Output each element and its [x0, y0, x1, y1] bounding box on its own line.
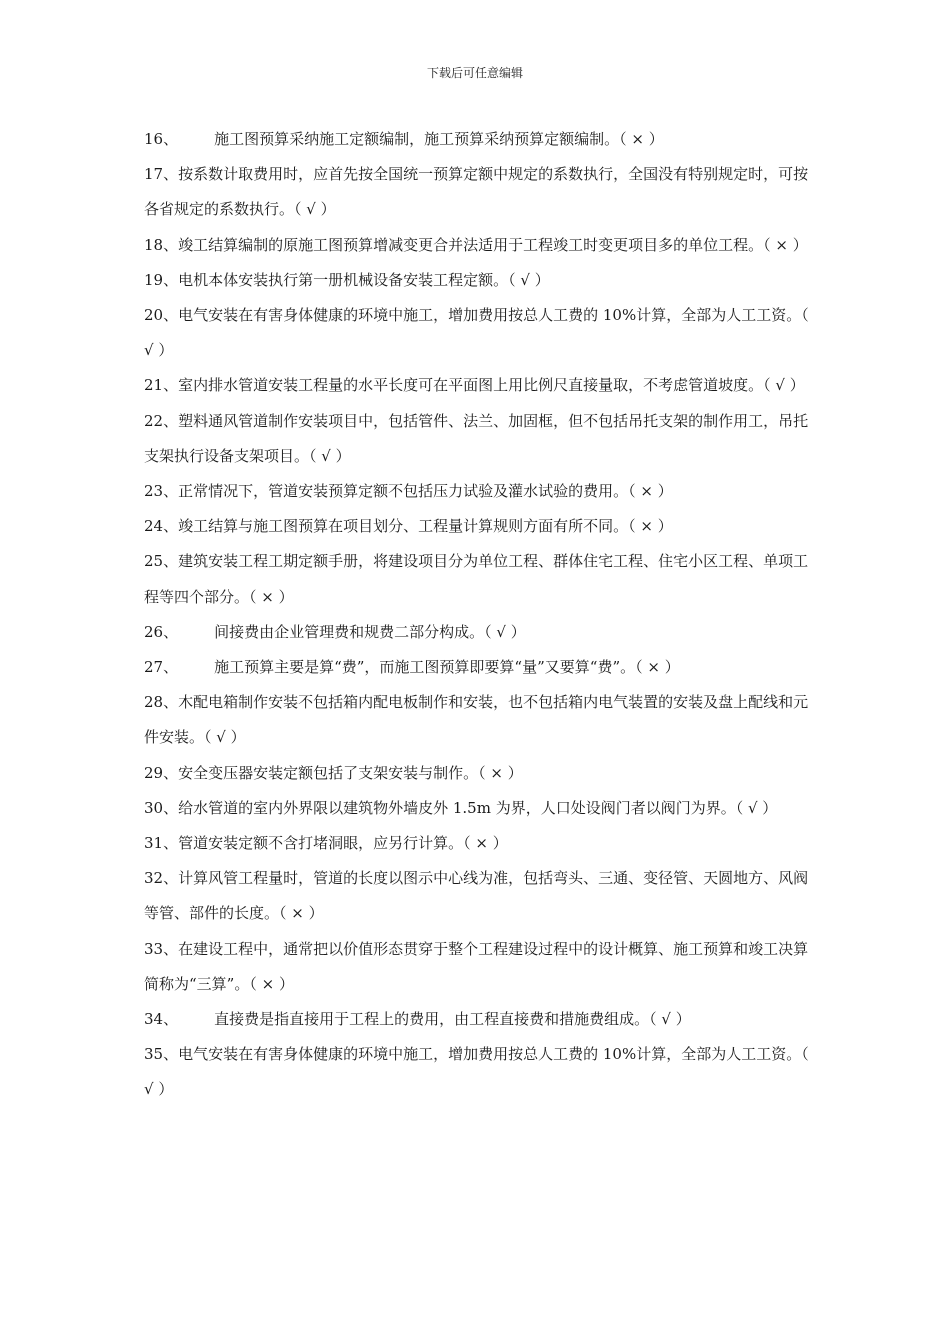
question-number: 35、 — [144, 1045, 179, 1064]
question-item — [144, 544, 809, 614]
question-text: 给水管道的室内外界限以建筑物外墙皮外 1.5m 为界，人口处设阀门者以阀门为界。（ √ ） — [178, 798, 778, 817]
question-item — [144, 298, 809, 368]
question-number: 25、 — [144, 552, 179, 571]
question-item — [144, 1037, 809, 1107]
question-item — [144, 615, 809, 650]
question-item — [144, 861, 809, 931]
question-item — [144, 685, 809, 755]
question-number: 28、 — [144, 693, 179, 712]
question-number: 19、 — [144, 270, 179, 289]
question-text: 木配电箱制作安装不包括箱内配电板制作和安装，也不包括箱内电气装置的安装及盘上配线和元件安装。（ √ ） — [144, 693, 809, 747]
question-item — [144, 1002, 809, 1037]
question-item — [144, 474, 809, 509]
page-header: 下载后可任意编辑 — [426, 66, 523, 80]
question-item — [144, 791, 809, 826]
question-text: 电气安装在有害身体健康的环境中施工，增加费用按总人工费的 10%计算，全部为人工工资。（ √ ） — [144, 1045, 809, 1099]
question-item — [144, 932, 809, 1002]
question-item — [144, 228, 809, 263]
question-text: 室内排水管道安装工程量的水平长度可在平面图上用比例尺直接量取，不考虑管道坡度。（ √ ） — [178, 376, 805, 395]
question-number: 26、 — [144, 622, 179, 641]
question-number: 21、 — [144, 376, 179, 395]
question-number: 34、 — [144, 1010, 179, 1029]
question-text: 直接费是指直接用于工程上的费用，由工程直接费和措施费组成。（ √ ） — [214, 1010, 691, 1029]
question-number: 33、 — [144, 939, 179, 958]
question-text: 建筑安装工程工期定额手册，将建设项目分为单位工程、群体住宅工程、住宅小区工程、单项工程等四个部分。（ × ） — [144, 552, 809, 606]
question-text: 竣工结算与施工图预算在项目划分、工程量计算规则方面有所不同。（ × ） — [178, 517, 673, 536]
question-item — [144, 157, 809, 227]
question-number: 17、 — [144, 165, 179, 184]
question-text: 管道安装定额不含打堵洞眼，应另行计算。（ × ） — [178, 834, 508, 853]
question-number: 24、 — [144, 517, 179, 536]
question-number: 23、 — [144, 482, 179, 501]
question-number: 27、 — [144, 658, 179, 677]
question-text: 正常情况下，管道安装预算定额不包括压力试验及灌水试验的费用。（ × ） — [178, 482, 673, 501]
question-text: 计算风管工程量时，管道的长度以图示中心线为准，包括弯头、三通、变径管、天圆地方、风阀等管、部件的长度。（ × ） — [144, 869, 809, 923]
question-text: 施工预算主要是算“费”，而施工图预算即要算“量”又要算“费”。（ × ） — [214, 658, 680, 677]
question-number: 32、 — [144, 869, 179, 888]
question-number: 29、 — [144, 763, 179, 782]
question-text: 竣工结算编制的原施工图预算增减变更合并法适用于工程竣工时变更项目多的单位工程。（ × ） — [178, 235, 808, 254]
question-number: 31、 — [144, 834, 179, 853]
question-item — [144, 650, 809, 685]
question-number: 30、 — [144, 798, 179, 817]
question-text: 塑料通风管道制作安装项目中，包括管件、法兰、加固框，但不包括吊托支架的制作用工，吊托支架执行设备支架项目。（ √ ） — [144, 411, 809, 465]
question-number: 16、 — [144, 130, 179, 148]
question-item — [144, 263, 809, 298]
question-item — [144, 826, 809, 861]
question-text: 按系数计取费用时，应首先按全国统一预算定额中规定的系数执行，全国没有特别规定时，可按各省规定的系数执行。（ √ ） — [144, 165, 809, 219]
question-text: 在建设工程中，通常把以价值形态贯穿于整个工程建设过程中的设计概算、施工预算和竣工决算简称为“三算”。（ × ） — [144, 939, 809, 993]
question-item — [144, 756, 809, 791]
question-item — [144, 509, 809, 544]
question-text: 电机本体安装执行第一册机械设备安装工程定额。（ √ ） — [178, 270, 550, 289]
question-text: 间接费由企业管理费和规费二部分构成。（ √ ） — [214, 622, 526, 641]
question-number: 18、 — [144, 235, 179, 254]
question-list — [144, 122, 809, 1108]
question-text: 电气安装在有害身体健康的环境中施工，增加费用按总人工费的 10%计算，全部为人工工资。（ √ ） — [144, 306, 809, 360]
question-item — [144, 368, 809, 403]
question-number: 22、 — [144, 411, 179, 430]
question-item — [144, 404, 809, 474]
question-number: 20、 — [144, 306, 179, 325]
question-text: 安全变压器安装定额包括了支架安装与制作。（ × ） — [178, 763, 523, 782]
question-item — [144, 122, 809, 157]
question-text: 施工图预算采纳施工定额编制，施工预算采纳预算定额编制。（ × ） — [214, 130, 664, 148]
